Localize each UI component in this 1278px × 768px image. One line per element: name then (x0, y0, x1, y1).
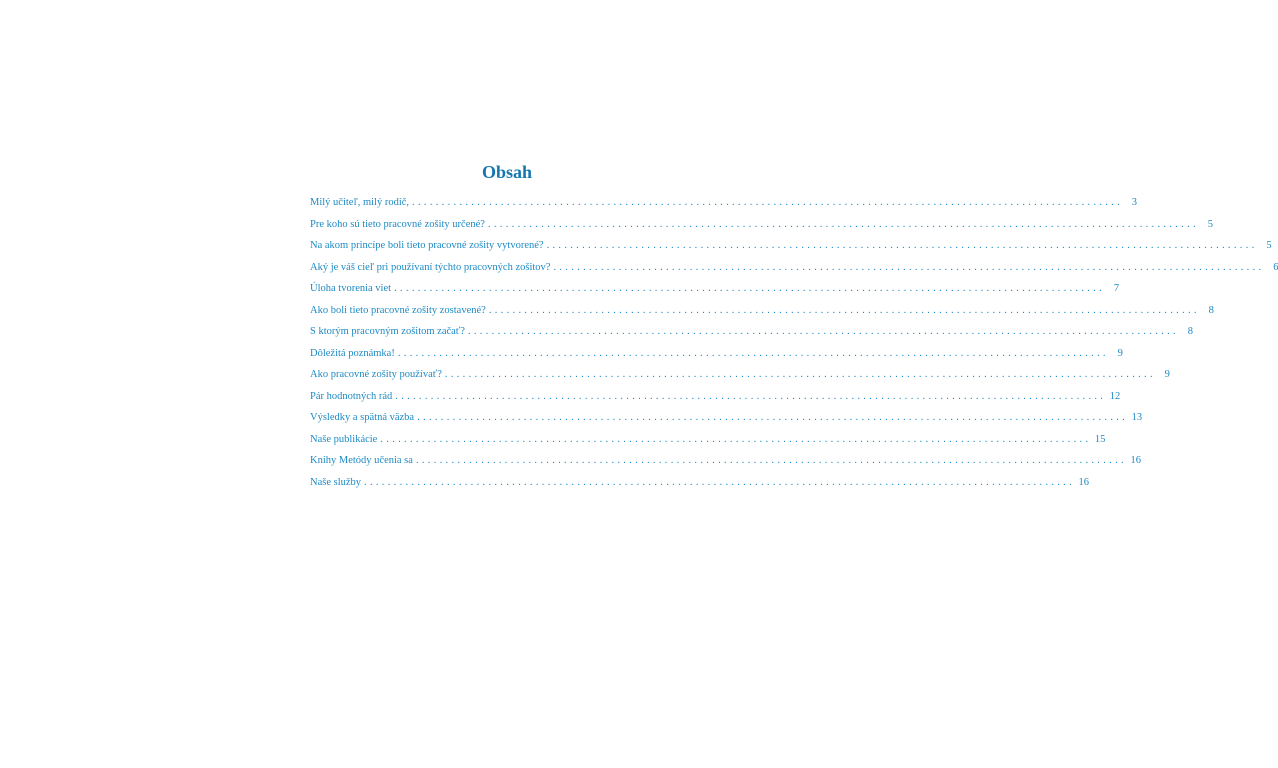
toc-entry[interactable] (310, 364, 1170, 386)
toc-page-number: 16 (1130, 455, 1141, 466)
toc-leader-dots: ........................................................................................................................ (487, 218, 1199, 230)
toc-entry[interactable] (310, 472, 1090, 494)
toc-entry-label: Naše publikácie (310, 433, 378, 445)
toc-entry[interactable] (310, 278, 1120, 300)
toc-entry-label: Dôležitá poznámka! (310, 347, 395, 359)
toc-page-number: 6 (1273, 261, 1278, 273)
toc-page-number: 9 (1164, 369, 1170, 380)
toc-page-number: 9 (1117, 347, 1123, 359)
table-of-contents (310, 160, 1278, 493)
toc-entry-label: S ktorým pracovným zošitom začať? (310, 326, 465, 337)
toc-leader-dots: ........................................................................................................................ (467, 326, 1179, 337)
toc-entry-label: Knihy Metódy učenia sa (310, 455, 413, 466)
toc-entry-label: Aký je váš cieľ pri používaní týchto pracovných zošitov? (310, 261, 551, 273)
toc-entry[interactable] (310, 407, 1143, 429)
toc-leader-dots: ........................................................................................................................ (546, 240, 1258, 251)
toc-entry-label: Výsledky a spätná väzba (310, 412, 415, 423)
toc-leader-dots: ........................................................................................................................ (417, 412, 1129, 423)
toc-entry-label: Ako boli tieto pracovné zošity zostavené? (310, 304, 486, 316)
toc-leader-dots: ........................................................................................................................ (415, 455, 1127, 466)
toc-list (310, 192, 1278, 493)
toc-entry[interactable] (310, 450, 1141, 472)
toc-page-number: 8 (1208, 304, 1214, 316)
toc-leader-dots: ........................................................................................................................ (380, 433, 1092, 445)
toc-page-number: 13 (1131, 412, 1143, 423)
toc-page-number: 5 (1207, 218, 1213, 230)
toc-page-number: 16 (1078, 476, 1090, 488)
toc-entry[interactable] (310, 300, 1214, 322)
toc-leader-dots: ........................................................................................................................ (488, 304, 1200, 316)
toc-title: Obsah (481, 162, 533, 182)
toc-entry-label: Ako pracovné zošity používať? (310, 369, 442, 380)
toc-entry[interactable] (310, 235, 1272, 257)
toc-page-number: 15 (1094, 433, 1106, 445)
toc-entry[interactable] (310, 343, 1123, 365)
toc-entry[interactable] (310, 429, 1106, 451)
toc-entry-label: Pre koho sú tieto pracovné zošity určené? (310, 218, 485, 230)
toc-leader-dots: ........................................................................................................................ (364, 476, 1076, 488)
toc-page-number: 7 (1113, 283, 1120, 294)
toc-leader-dots: ........................................................................................................................ (394, 283, 1106, 294)
toc-leader-dots: ........................................................................................................................ (395, 390, 1107, 402)
toc-page-number: 12 (1109, 390, 1121, 402)
toc-page-number: 5 (1266, 240, 1272, 251)
toc-leader-dots: ........................................................................................................................ (412, 197, 1124, 208)
toc-leader-dots: ........................................................................................................................ (397, 347, 1109, 359)
toc-entry-label: Naše služby (310, 476, 362, 488)
toc-leader-dots: ........................................................................................................................ (444, 369, 1156, 380)
toc-entry[interactable] (310, 386, 1121, 408)
toc-leader-dots: ........................................................................................................................ (553, 261, 1265, 273)
toc-page-number: 3 (1131, 197, 1138, 208)
toc-page-number: 8 (1187, 326, 1193, 337)
toc-entry-label: Na akom princípe boli tieto pracovné zošity vytvorené? (310, 240, 544, 251)
toc-entry[interactable] (310, 321, 1193, 343)
toc-entry-label: Úloha tvorenia viet (310, 283, 392, 294)
toc-entry[interactable] (310, 192, 1138, 214)
toc-entry[interactable] (310, 257, 1278, 279)
toc-entry-label: Milý učiteľ, milý rodič, (310, 197, 410, 208)
toc-entry-label: Pár hodnotných rád (310, 390, 393, 402)
toc-entry[interactable] (310, 214, 1213, 236)
